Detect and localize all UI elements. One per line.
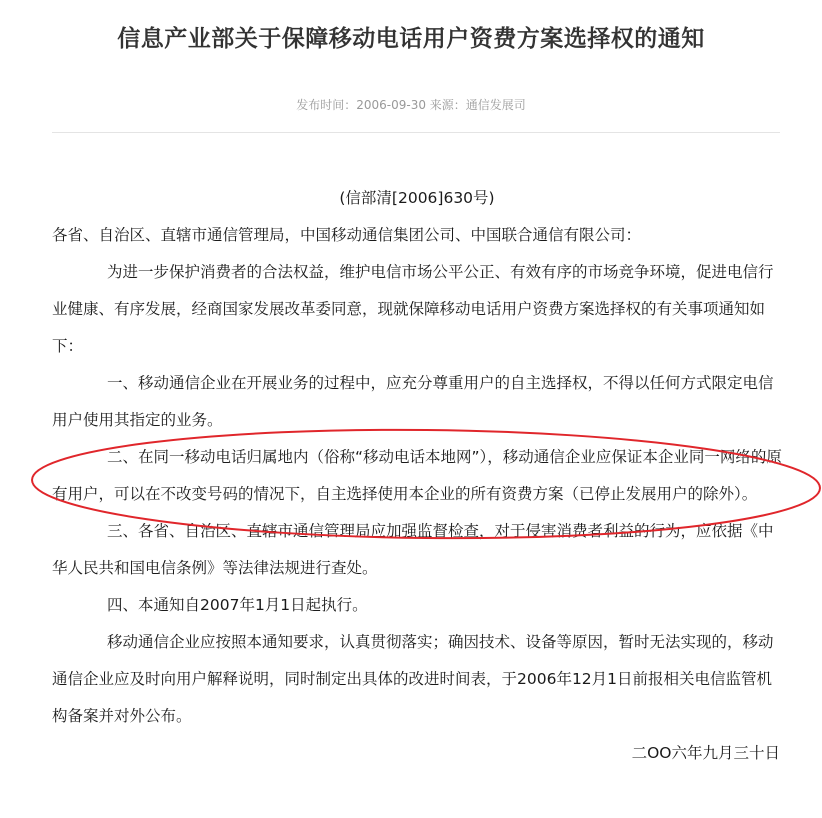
article-meta: 发布时间：2006-09-30 来源：通信发展司	[296, 98, 526, 112]
title-divider	[52, 132, 780, 133]
clause-3: 三、各省、自治区、直辖市通信管理局应加强监督检查，对于侵害消费者利益的行为，应依据《中华人民共和国电信条例》等法律法规进行查处。	[52, 522, 774, 577]
article-body	[52, 180, 782, 772]
clause-4: 四、本通知自2007年1月1日起执行。	[107, 596, 368, 614]
clause-1: 一、移动通信企业在开展业务的过程中，应充分尊重用户的自主选择权，不得以任何方式限定电信用户使用其指定的业务。	[52, 374, 774, 429]
clause-2: 二、在同一移动电话归属地内（俗称“移动电话本地网”），移动通信企业应保证本企业同一网络的原有用户，可以在不改变号码的情况下，自主选择使用本企业的所有资费方案（已停止发展用户的除外）。	[52, 448, 782, 503]
salutation: 各省、自治区、直辖市通信管理局，中国移动通信集团公司、中国联合通信有限公司：	[52, 226, 642, 244]
article-title: 信息产业部关于保障移动电话用户资费方案选择权的通知	[117, 26, 705, 52]
document-number: (信部清[2006]630号)	[339, 189, 495, 207]
issue-date: 二OO六年九月三十日	[631, 744, 780, 762]
intro-paragraph: 为进一步保护消费者的合法权益，维护电信市场公平公正、有效有序的市场竞争环境，促进电信行业健康、有序发展，经商国家发展改革委同意，现就保障移动电话用户资费方案选择权的有关事项通知如下：	[52, 263, 774, 355]
closing-paragraph: 移动通信企业应按照本通知要求，认真贯彻落实；确因技术、设备等原因，暂时无法实现的，移动通信企业应及时向用户解释说明，同时制定出具体的改进时间表，于2006年12月1日前报相关电信监管机构备案并对外公布。	[52, 633, 774, 725]
